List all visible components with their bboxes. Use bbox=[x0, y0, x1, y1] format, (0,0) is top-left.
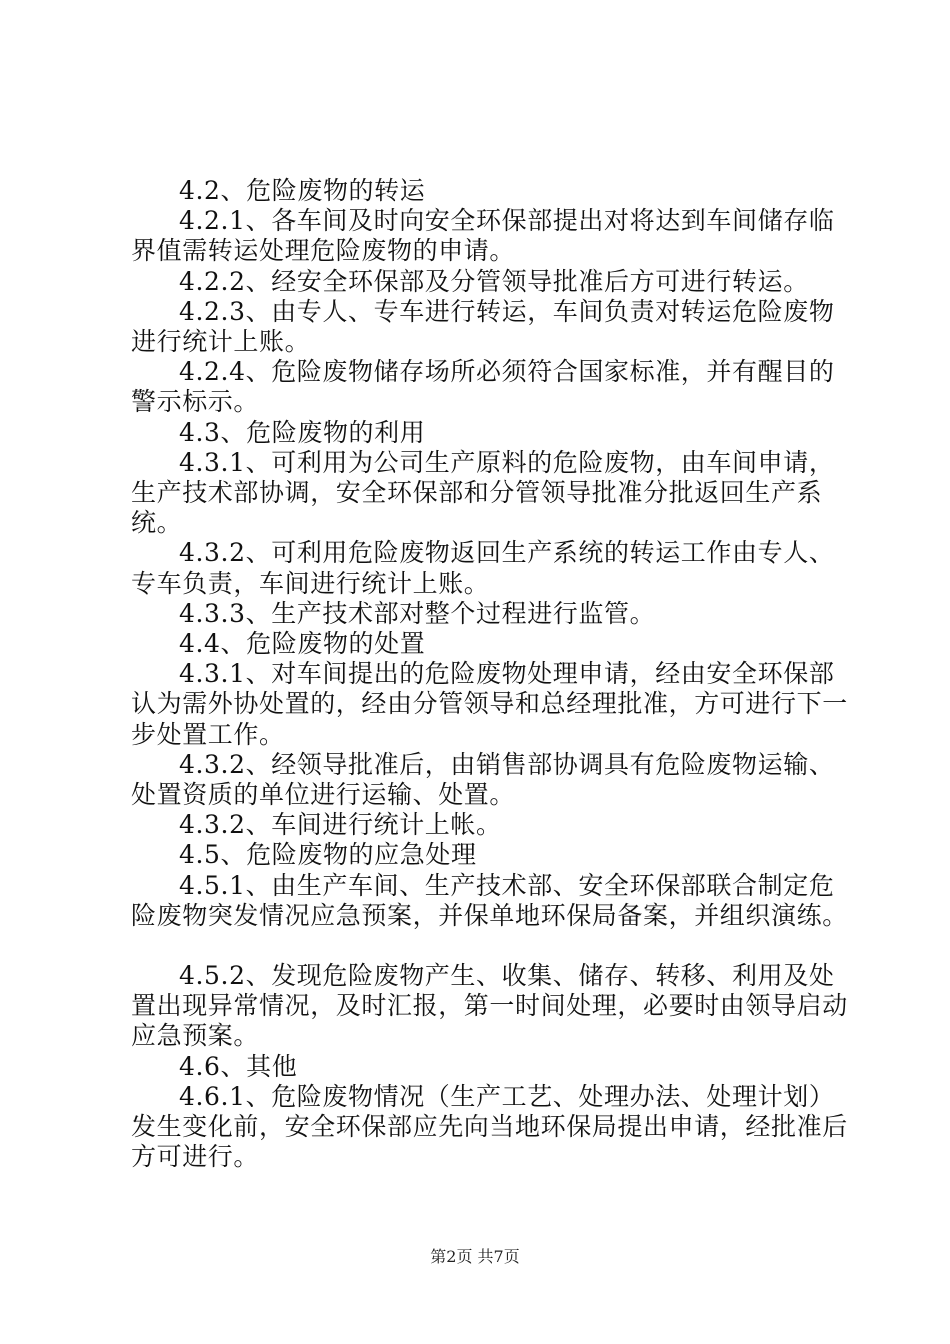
paragraph-4-2-4: 4.2.4、危险废物储存场所必须符合国家标准，并有醒目的警示标示。 bbox=[131, 357, 835, 417]
page-number-footer: 第2页 共7页 bbox=[430, 1247, 520, 1266]
paragraph-4-2-3: 4.2.3、由专人、专车进行转运，车间负责对转运危险废物进行统计上账。 bbox=[131, 296, 835, 357]
section-heading-4-2: 4.2、危险废物的转运 bbox=[179, 176, 426, 205]
section-heading-4-3: 4.3、危险废物的利用 bbox=[179, 417, 426, 447]
paragraph-4-3-2: 4.3.2、可利用危险废物返回生产系统的转运工作由专人、专车负责，车间进行统计上账。 bbox=[131, 538, 835, 598]
paragraph-4-5-1: 4.5.1、由生产车间、生产技术部、安全环保部联合制定危险废物突发情况应急预案，并保单地环保局备案，并组织演练。 bbox=[131, 870, 848, 930]
document-body bbox=[131, 176, 851, 1173]
paragraph-4-2-2: 4.2.2、经安全环保部及分管领导批准后方可进行转运。 bbox=[179, 266, 809, 296]
paragraph-4-4-2: 4.3.2、经领导批准后，由销售部协调具有危险废物运输、处置资质的单位进行运输、处置。 bbox=[131, 749, 835, 810]
paragraph-4-4-1: 4.3.1、对车间提出的危险废物处理申请，经由安全环保部认为需外协处置的，经由分管领导和总经理批准，方可进行下一步处置工作。 bbox=[131, 659, 848, 749]
paragraph-4-4-3: 4.3.2、车间进行统计上帐。 bbox=[179, 810, 502, 840]
section-heading-4-5: 4.5、危险废物的应急处理 bbox=[179, 840, 477, 870]
paragraph-4-6-1: 4.6.1、危险废物情况（生产工艺、处理办法、处理计划）发生变化前，安全环保部应先向当地环保局提出申请，经批准后方可进行。 bbox=[131, 1081, 848, 1172]
section-heading-4-6: 4.6、其他 bbox=[179, 1051, 298, 1081]
section-heading-4-4: 4.4、危险废物的处置 bbox=[179, 629, 426, 659]
paragraph-4-3-1: 4.3.1、可利用为公司生产原料的危险废物，由车间申请，生产技术部协调，安全环保部和分管领导批准分批返回生产系统。 bbox=[131, 447, 835, 538]
paragraph-4-2-1: 4.2.1、各车间及时向安全环保部提出对将达到车间储存临界值需转运处理危险废物的申请。 bbox=[131, 206, 835, 266]
paragraph-4-3-3: 4.3.3、生产技术部对整个过程进行监管。 bbox=[179, 598, 656, 628]
paragraph-4-5-2: 4.5.2、发现危险废物产生、收集、储存、转移、利用及处置出现异常情况，及时汇报，第一时间处理，必要时由领导启动应急预案。 bbox=[131, 961, 848, 1051]
